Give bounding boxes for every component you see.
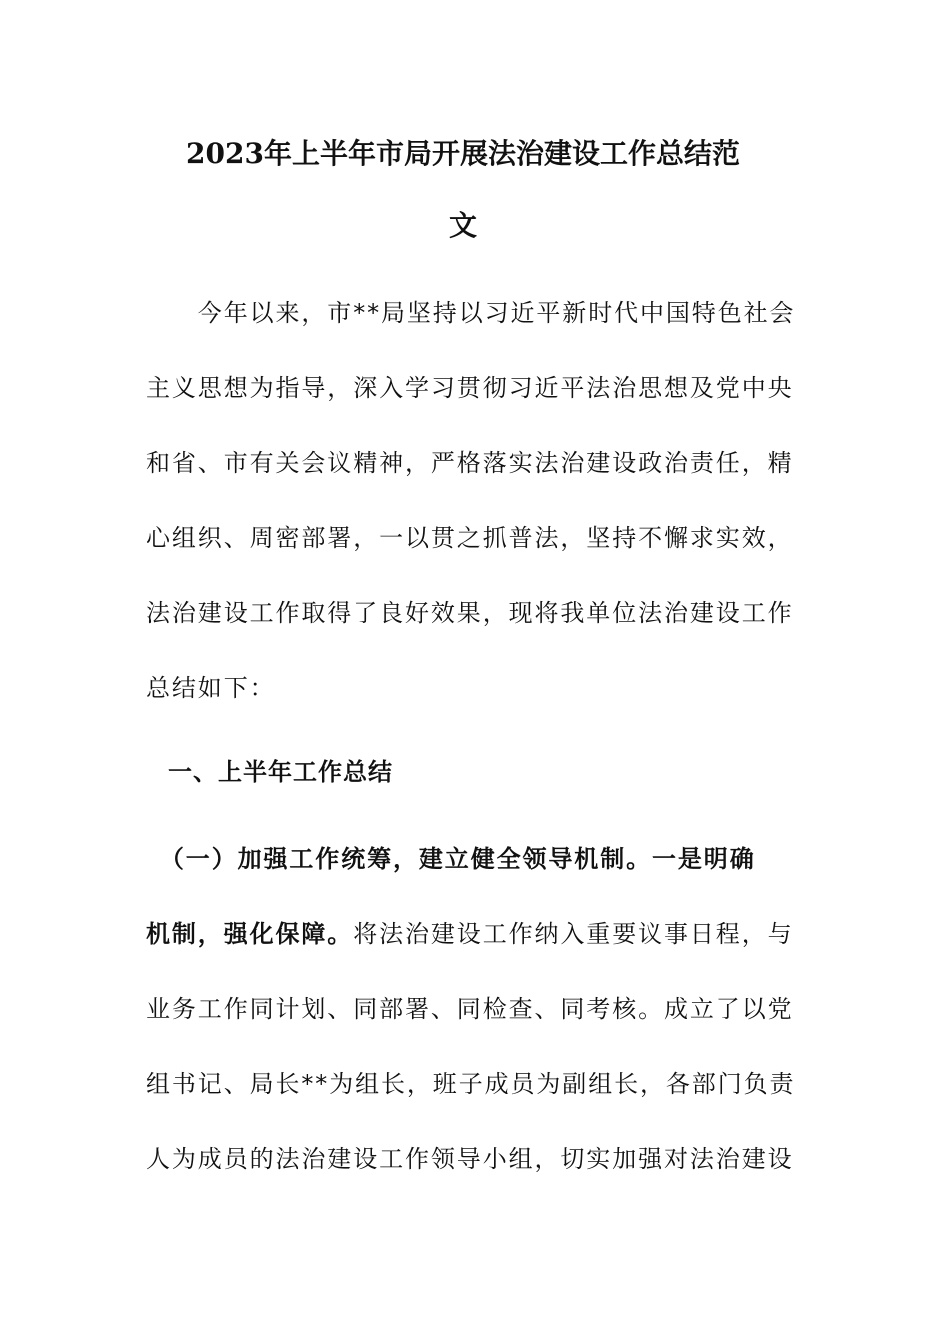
section-heading-1: 一、上半年工作总结 xyxy=(168,758,393,786)
section1-line: 组书记、局长**为组长，班子成员为副组长，各部门负责 xyxy=(146,1070,796,1098)
intro-line: 总结如下： xyxy=(146,674,276,702)
document-title-line-1: 2023年上半年市局开展法治建设工作总结范 xyxy=(186,137,740,170)
section1-line: 人为成员的法治建设工作领导小组，切实加强对法治建设 xyxy=(146,1145,794,1173)
section1-subheading-line-1: （一）加强工作统筹，建立健全领导机制。一是明确 xyxy=(146,845,756,873)
intro-line: 主义思想为指导，深入学习贯彻习近平法治思想及党中央 xyxy=(146,374,794,402)
intro-line: 心组织、周密部署，一以贯之抓普法，坚持不懈求实效， xyxy=(146,524,794,552)
section1-line: 业务工作同计划、同部署、同检查、同考核。成立了以党 xyxy=(146,995,794,1023)
section1-line-2-text: 将法治建设工作纳入重要议事日程，与 xyxy=(353,920,794,948)
section1-line xyxy=(146,897,794,972)
document-title-line-2: 文 xyxy=(448,209,477,242)
intro-line: 和省、市有关会议精神，严格落实法治建设政治责任，精 xyxy=(146,449,794,477)
section1-subheading-line-2: 机制，强化保障。 xyxy=(146,920,354,948)
intro-line: 法治建设工作取得了良好效果，现将我单位法治建设工作 xyxy=(146,599,794,627)
section1-paragraph xyxy=(146,822,796,1197)
intro-paragraph xyxy=(146,276,796,726)
intro-line: 今年以来，市**局坚持以习近平新时代中国特色社会 xyxy=(146,299,796,327)
